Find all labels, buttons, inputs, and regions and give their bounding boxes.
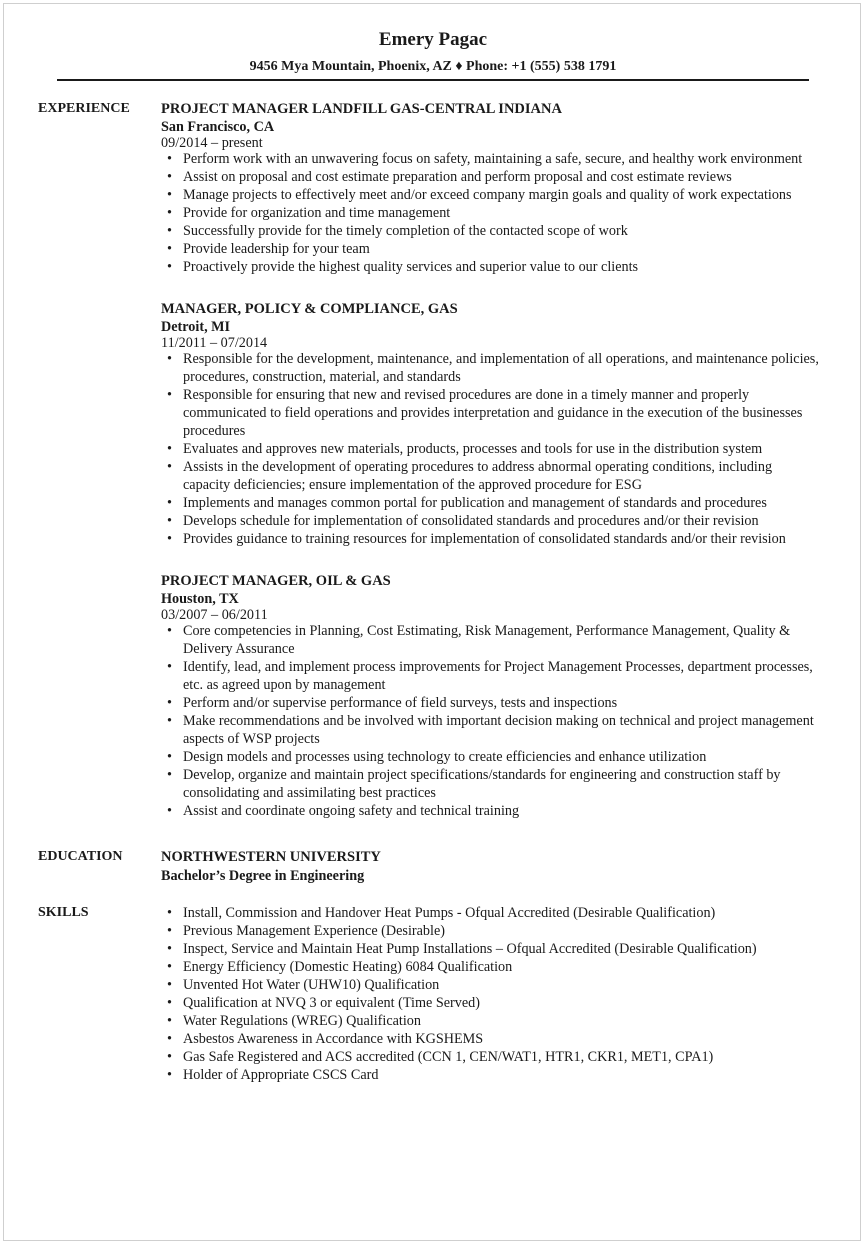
job-location: San Francisco, CA (161, 119, 275, 135)
bullet-item: • Provide leadership for your team (183, 240, 821, 258)
resume-body (0, 100, 866, 1084)
header-divider (57, 79, 809, 81)
job-dates: 03/2007 – 06/2011 (161, 607, 268, 623)
bullet-item: • Responsible for the development, maintenance, and implementation of all operations, and maintenance policies, procedures, construction, material, and standards (183, 350, 821, 386)
bullet-item: • Evaluates and approves new materials, products, processes and tools for use in the distribution system (183, 440, 821, 458)
skills-list (161, 904, 821, 1084)
bullet-item: • Implements and manages common portal for publication and management of standards and procedures (183, 494, 821, 512)
job-dates: 09/2014 – present (161, 135, 263, 151)
resume-header (0, 28, 866, 76)
skill-item: • Asbestos Awareness in Accordance with KGSHEMS (183, 1030, 821, 1048)
job-entry (161, 100, 821, 276)
bullet-item: • Assists in the development of operating procedures to address abnormal operating conditions, including capacity deficiencies; ensure implementation of the approved procedure for ESG (183, 458, 821, 494)
skill-item: • Unvented Hot Water (UHW10) Qualification (183, 976, 821, 994)
job-entry (161, 300, 821, 548)
skill-item: • Energy Efficiency (Domestic Heating) 6084 Qualification (183, 958, 821, 976)
candidate-name: Emery Pagac (378, 29, 488, 50)
skill-item: • Install, Commission and Handover Heat Pumps - Ofqual Accredited (Desirable Qualification) (183, 904, 821, 922)
skill-item: • Inspect, Service and Maintain Heat Pump Installations – Ofqual Accredited (Desirable Qualification) (183, 940, 821, 958)
bullet-item: • Core competencies in Planning, Cost Estimating, Risk Management, Performance Management, Quality & Delivery Assurance (183, 622, 821, 658)
bullet-item: • Successfully provide for the timely completion of the contacted scope of work (183, 222, 821, 240)
bullet-item: • Assist on proposal and cost estimate preparation and perform proposal and cost estimate reviews (183, 168, 821, 186)
bullet-item: • Proactively provide the highest quality services and superior value to our clients (183, 258, 821, 276)
job-location: Detroit, MI (161, 319, 231, 335)
bullet-item: • Perform work with an unwavering focus on safety, maintaining a safe, secure, and healthy work environment (183, 150, 821, 168)
bullet-item: • Make recommendations and be involved with important decision making on technical and project management aspects of WSP projects (183, 712, 821, 748)
job-bullets (161, 150, 821, 276)
skill-item: • Water Regulations (WREG) Qualification (183, 1012, 821, 1030)
school-name: NORTHWESTERN UNIVERSITY (161, 849, 381, 865)
job-location: Houston, TX (161, 591, 239, 607)
bullet-item: • Responsible for ensuring that new and revised procedures are done in a timely manner and properly communicated to field operations and provides interpretation and guidance in the execution of the businesses procedures (183, 386, 821, 440)
contact-line: 9456 Mya Mountain, Phoenix, AZ ♦ Phone: +1 (555) 538 1791 (249, 59, 617, 74)
job-dates: 11/2011 – 07/2014 (161, 335, 268, 351)
skills-section (0, 904, 866, 1084)
bullet-item: • Manage projects to effectively meet and/or exceed company margin goals and quality of work expectations (183, 186, 821, 204)
bullet-item: • Assist and coordinate ongoing safety and technical training (183, 802, 821, 820)
skill-item: • Qualification at NVQ 3 or equivalent (Time Served) (183, 994, 821, 1012)
education-heading: EDUCATION (38, 849, 123, 864)
experience-section (0, 100, 866, 820)
job-bullets (161, 622, 821, 820)
education-section (0, 848, 866, 886)
job-title: PROJECT MANAGER, OIL & GAS (161, 573, 391, 589)
degree-name: Bachelor’s Degree in Engineering (161, 868, 365, 884)
skills-heading: SKILLS (38, 905, 89, 920)
experience-heading: EXPERIENCE (38, 101, 130, 116)
bullet-item: • Develop, organize and maintain project specifications/standards for engineering and construction staff by consolidating and assimilating best practices (183, 766, 821, 802)
job-bullets (161, 350, 821, 548)
skill-item: • Previous Management Experience (Desirable) (183, 922, 821, 940)
bullet-item: • Provide for organization and time management (183, 204, 821, 222)
skill-item: • Gas Safe Registered and ACS accredited (CCN 1, CEN/WAT1, HTR1, CKR1, MET1, CPA1) (183, 1048, 821, 1066)
bullet-item: • Identify, lead, and implement process improvements for Project Management Processes, department processes, etc. as agreed upon by management (183, 658, 821, 694)
bullet-item: • Design models and processes using technology to create efficiencies and enhance utilization (183, 748, 821, 766)
bullet-item: • Perform and/or supervise performance of field surveys, tests and inspections (183, 694, 821, 712)
job-title: PROJECT MANAGER LANDFILL GAS-CENTRAL INDIANA (161, 101, 562, 117)
job-entry (161, 572, 821, 820)
job-title: MANAGER, POLICY & COMPLIANCE, GAS (161, 301, 458, 317)
bullet-item: • Provides guidance to training resources for implementation of consolidated standards and/or their revision (183, 530, 821, 548)
bullet-item: • Develops schedule for implementation of consolidated standards and procedures and/or their revision (183, 512, 821, 530)
skill-item: • Holder of Appropriate CSCS Card (183, 1066, 821, 1084)
